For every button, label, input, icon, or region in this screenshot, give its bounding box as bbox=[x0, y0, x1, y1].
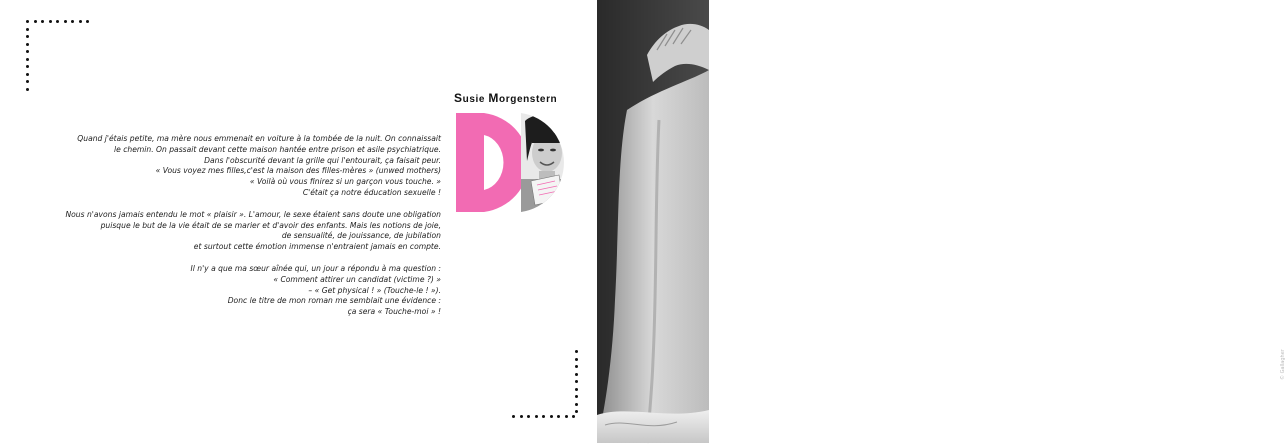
text-line: – « Get physical ! » (Touche-le ! »). bbox=[308, 285, 441, 295]
pink-half-ring-graphic bbox=[456, 113, 514, 212]
bw-photo bbox=[597, 0, 1286, 443]
text-line: ça sera « Touche-moi » ! bbox=[347, 307, 441, 317]
author-last-initial: M bbox=[488, 91, 500, 105]
author-last-rest: orgenstern bbox=[499, 94, 558, 105]
decor-dot bbox=[26, 58, 29, 61]
text-line: Il n'y a que ma sœur aînée qui, un jour a répondu à ma question : bbox=[190, 263, 441, 273]
story-text bbox=[11, 134, 441, 318]
decor-dot bbox=[86, 20, 89, 23]
decor-dot bbox=[575, 388, 578, 391]
decor-dot bbox=[26, 50, 29, 53]
decor-dot bbox=[79, 20, 82, 23]
text-line: « Vous voyez mes filles,c'est la maison des filles-mères » (unwed mothers) bbox=[155, 166, 441, 176]
text-line: le chemin. On passait devant cette maison hantée entre prison et asile psychiatrique. bbox=[114, 144, 441, 154]
text-line: C'était ça notre éducation sexuelle ! bbox=[302, 187, 441, 197]
decor-dot bbox=[527, 415, 530, 418]
decor-dot bbox=[26, 28, 29, 31]
decor-dot bbox=[557, 415, 560, 418]
text-line: « Comment attirer un candidat (victime ?) » bbox=[273, 274, 441, 284]
text-line: Quand j'étais petite, ma mère nous emmenait en voiture à la tombée de la nuit. On connaissait bbox=[77, 134, 441, 143]
text-line: de sensualité, de jouissance, de jubilation bbox=[281, 231, 441, 241]
decor-dot bbox=[550, 415, 553, 418]
author-first-rest: usie bbox=[462, 94, 486, 105]
decor-dot bbox=[26, 73, 29, 76]
decor-dot bbox=[572, 415, 575, 418]
paragraph-2 bbox=[11, 210, 441, 253]
paragraph-1 bbox=[11, 134, 441, 199]
decor-dot bbox=[26, 43, 29, 46]
decor-dot bbox=[565, 415, 568, 418]
decor-dot bbox=[542, 415, 545, 418]
text-line: et surtout cette émotion immense n'entraient jamais en compte. bbox=[193, 242, 441, 252]
text-line: Nous n'avons jamais entendu le mot « plaisir ». L'amour, le sexe étaient sans doute une obligation bbox=[65, 209, 441, 219]
decor-dot bbox=[512, 415, 515, 418]
text-line: Donc le titre de mon roman me semblait une évidence : bbox=[227, 296, 441, 306]
decor-dot bbox=[575, 365, 578, 368]
author-portrait bbox=[521, 113, 573, 212]
decor-dot bbox=[575, 410, 578, 413]
author-first-initial: S bbox=[454, 91, 463, 105]
decor-dot bbox=[520, 415, 523, 418]
decor-dot bbox=[64, 20, 67, 23]
author-name bbox=[454, 91, 557, 105]
decor-dot bbox=[575, 395, 578, 398]
paragraph-3 bbox=[11, 264, 441, 318]
decor-dot bbox=[26, 20, 29, 23]
decor-dot bbox=[575, 358, 578, 361]
decor-dot bbox=[575, 403, 578, 406]
decor-dot bbox=[49, 20, 52, 23]
text-line: puisque le but de la vie était de se marier et d'avoir des enfants. Mais les notions de joie, bbox=[100, 220, 441, 230]
decor-dot bbox=[575, 380, 578, 383]
decor-dot bbox=[26, 80, 29, 83]
decor-dot bbox=[26, 88, 29, 91]
decor-dot bbox=[71, 20, 74, 23]
decor-dot bbox=[41, 20, 44, 23]
decor-dot bbox=[56, 20, 59, 23]
decor-dot bbox=[575, 373, 578, 376]
decor-dot bbox=[26, 65, 29, 68]
text-line: Dans l'obscurité devant la grille qui l'entourait, ça faisait peur. bbox=[204, 155, 441, 165]
photo-credit: © Gallagher bbox=[1280, 349, 1286, 380]
decor-dot bbox=[34, 20, 37, 23]
text-line: « Voilà où vous finirez si un garçon vous touche. » bbox=[249, 177, 441, 187]
decor-dot bbox=[575, 350, 578, 353]
decor-dot bbox=[535, 415, 538, 418]
decor-dot bbox=[26, 35, 29, 38]
